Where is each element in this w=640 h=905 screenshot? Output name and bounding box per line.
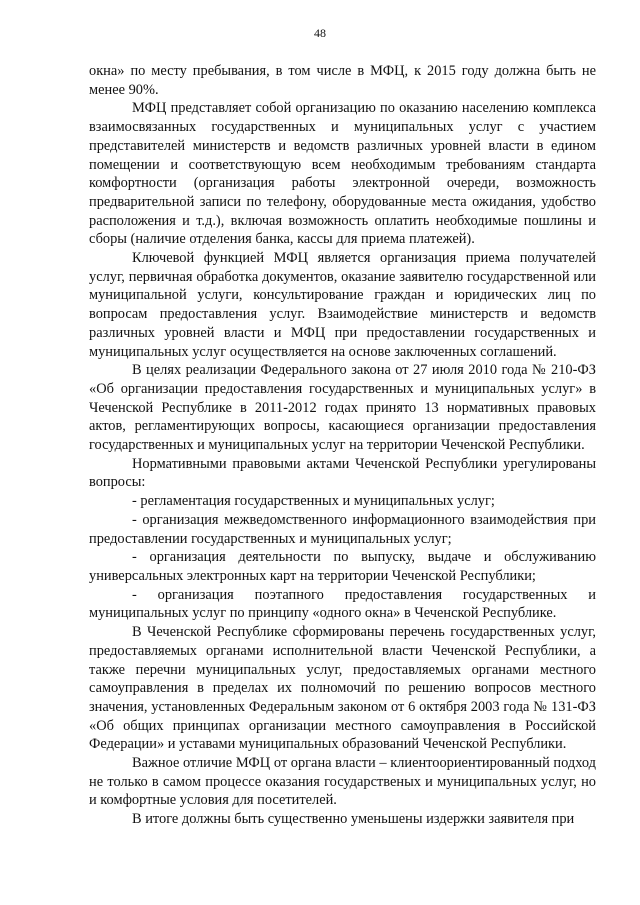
list-item-3: - организация деятельности по выпуску, выдаче и обслуживанию универсальных электронных карт на территории Чеченской Республики;	[89, 549, 596, 584]
paragraph-8: В итоге должны быть существенно уменьшены издержки заявителя при	[132, 811, 575, 828]
paragraph-2: МФЦ представляет собой организацию по оказанию населению комплекса взаимосвязанных государственных и муниципальных услуг с участием представителей министерств и ведомств различных уровней власти в едином помещении и соответствующую всем необходимым требованиям стандарта комфортности (организация работы электронной очереди, возможность предварительной записи по телефону, оборудованные места ожидания, удобство расположения и т.д.), включая возможность оплатить необходимые пошлины и сборы (наличие отделения банка, кассы для приема платежей).	[89, 100, 596, 248]
paragraph-4: В целях реализации Федерального закона от 27 июля 2010 года № 210-ФЗ «Об организации предоставления государственных и муниципальных услуг» в Чеченской Республике в 2011-2012 годах принято 13 нормативных правовых актов, регламентирующих вопросы, касающиеся организации предоставления государственных и муниципальных услуг на территории Чеченской Республики.	[89, 362, 596, 454]
page-number: 48	[314, 26, 326, 40]
list-item-1: - регламентация государственных и муниципальных услуг;	[132, 493, 495, 510]
paragraph-5: Нормативными правовыми актами Чеченской Республики урегулированы вопросы:	[89, 455, 596, 491]
list-item-4: - организация поэтапного предоставления государственных и муниципальных услуг по принципу «одного окна» в Чеченской Республике.	[89, 586, 596, 622]
paragraph-1: окна» по месту пребывания, в том числе в МФЦ, к 2015 году должна быть не менее 90%.	[89, 63, 596, 98]
paragraph-6: В Чеченской Республике сформированы перечень государственных услуг, предоставляемых органами исполнительной власти Чеченской Республики, а также перечни муниципальных услуг, предоставляемых органами местного самоуправления в пределах их полномочий по решению вопросов местного значения, установленных Федеральным законом от 6 октября 2003 года № 131-ФЗ «Об общих принципах организации местного самоуправления в Российской Федерации» и уставами муниципальных образований Чеченской Республики.	[89, 624, 596, 753]
paragraph-3: Ключевой функцией МФЦ является организация приема получателей услуг, первичная обработка документов, оказание заявителю государственной или муниципальной услуги, консультирование граждан и юридических лиц по вопросам предоставления услуг. Взаимодействие министерств и ведомств различных уровней власти и МФЦ при предоставлении государственных и муниципальных услуг осуществляется на основе заключенных соглашений.	[89, 250, 596, 360]
paragraph-7: Важное отличие МФЦ от органа власти – клиентоориентированный подход не только в самом процессе оказания государственых и муниципальных услуг, но и комфортные условия для посетителей.	[89, 755, 596, 809]
document-body	[89, 62, 596, 829]
list-item-2: - организация межведомственного информационного взаимодействия при предоставлении государственных и муниципальных услуг;	[89, 511, 596, 547]
